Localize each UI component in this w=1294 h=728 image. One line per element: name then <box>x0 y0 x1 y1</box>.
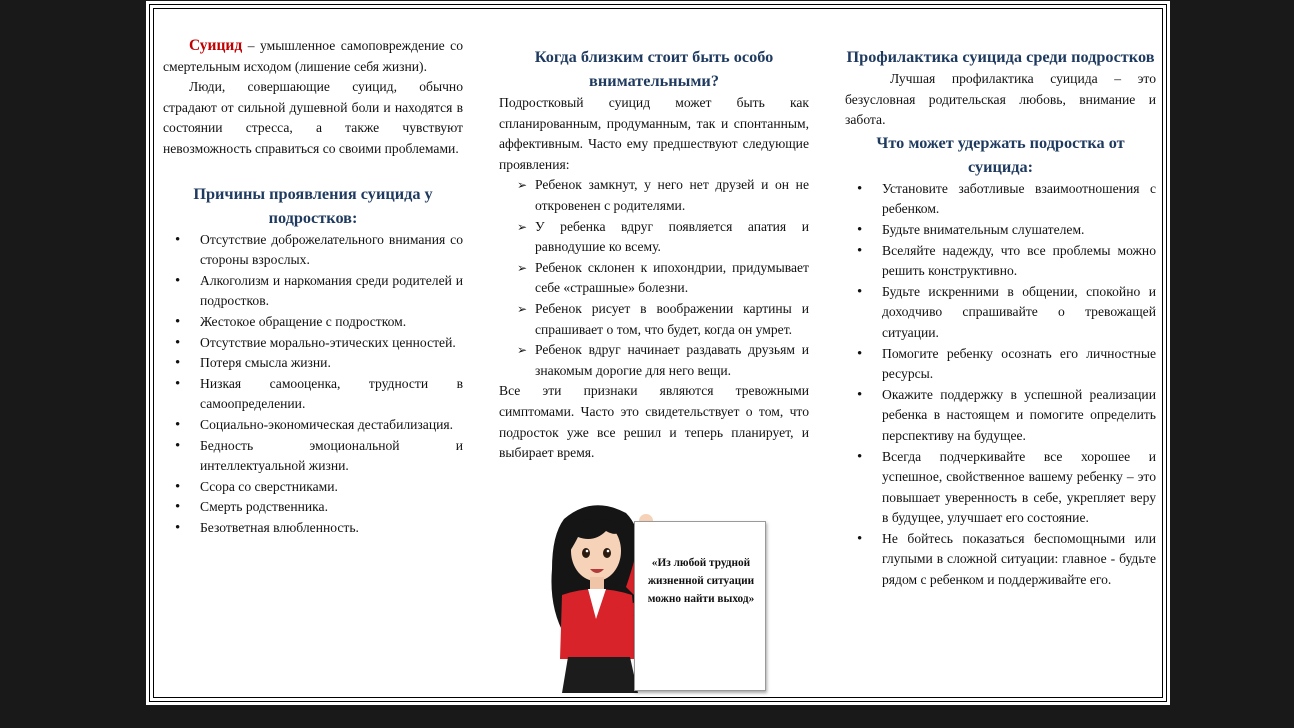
warning-intro: Подростковый суицид может быть как спланированным, продуманным, так и спонтанным, аффективным. Часто ему предшествуют следующие проявления: <box>499 95 809 172</box>
list-item: ➢ У ребенка вдруг появляется апатия и равнодушие ко всему. <box>499 217 809 258</box>
brochure-sheet <box>146 1 1170 705</box>
signs-list <box>499 175 809 381</box>
list-item: • Всегда подчеркивайте все хорошее и успешное, свойственное вашему ребенку – это повышает уверенность в себе, укрепляет веру в будущее, улучшает его состояние. <box>845 447 1156 529</box>
list-item: • Безответная влюбленность. <box>163 518 463 539</box>
list-item: • Социально-экономическая дестабилизация. <box>163 415 463 436</box>
list-item: ➢ Ребенок замкнут, у него нет друзей и он не откровенен с родителями. <box>499 175 809 216</box>
list-item: • Установите заботливые взаимоотношения с ребенком. <box>845 179 1156 220</box>
definition-paragraph <box>163 36 463 77</box>
column-prevention <box>845 45 1156 591</box>
hold-back-heading: Что может удержать подростка от суицида: <box>876 132 1125 176</box>
warning-heading: Когда близким стоит быть особо внимательными? <box>534 47 774 90</box>
warning-outro: Все эти признаки являются тревожными симптомами. Часто это свидетельствует о том, что подросток уже все решил и теперь планирует, и выбирает время. <box>499 383 809 461</box>
list-item: • Низкая самооценка, трудности в самоопределении. <box>163 374 463 415</box>
list-item: ➢ Ребенок вдруг начинает раздавать друзьям и знакомым дорогие для него вещи. <box>499 340 809 381</box>
quote-poster <box>634 521 766 691</box>
list-item: • Не бойтесь показаться беспомощными или глупыми в сложной ситуации: главное - будьте рядом с ребенком и поддерживайте его. <box>845 529 1156 591</box>
causes-heading: Причины проявления суицида у подростков: <box>193 183 433 227</box>
prevention-heading: Профилактика суицида среди подростков <box>846 47 1155 66</box>
list-item: • Будьте внимательным слушателем. <box>845 220 1156 241</box>
list-item: • Алкоголизм и наркомания среди родителей и подростков. <box>163 271 463 312</box>
column-warning-signs <box>499 45 809 464</box>
list-item: • Вселяйте надежду, что все проблемы можно решить конструктивно. <box>845 241 1156 282</box>
prevention-intro: Лучшая профилактика суицида – это безусловная родительская любовь, внимание и забота. <box>845 71 1156 128</box>
causes-list <box>163 230 463 539</box>
list-item: • Отсутствие морально-этических ценностей. <box>163 333 463 354</box>
list-item: ➢ Ребенок склонен к ипохондрии, придумывает себе «страшные» болезни. <box>499 258 809 299</box>
list-item: • Потеря смысла жизни. <box>163 353 463 374</box>
column-definition-causes <box>163 36 463 538</box>
list-item: • Смерть родственника. <box>163 497 463 518</box>
definition-term: Суицид <box>189 37 243 54</box>
list-item: • Ссора со сверстниками. <box>163 477 463 498</box>
list-item: • Окажите поддержку в успешной реализации ребенка в настоящем и помогите определить перспективу на будущее. <box>845 385 1156 447</box>
tips-list <box>845 179 1156 591</box>
stress-paragraph: Люди, совершающие суицид, обычно страдают от сильной душевной боли и находятся в состоянии стресса, а также чувствуют невозможность справиться со своими проблемами. <box>163 79 463 156</box>
list-item: • Жестокое обращение с подростком. <box>163 312 463 333</box>
definition-text: – умышленное самоповреждение со смертельным исходом (лишение себя жизни). <box>163 38 463 74</box>
list-item: • Отсутствие доброжелательного внимания со стороны взрослых. <box>163 230 463 271</box>
list-item: • Помогите ребенку осознать его личностные ресурсы. <box>845 344 1156 385</box>
list-item: • Будьте искренними в общении, спокойно и доходчиво спрашивайте о тревожащей ситуации. <box>845 282 1156 344</box>
list-item: • Бедность эмоциональной и интеллектуальной жизни. <box>163 436 463 477</box>
list-item: ➢ Ребенок рисует в воображении картины и спрашивает о том, что будет, когда он умрет. <box>499 299 809 340</box>
poster-quote: «Из любой трудной жизненной ситуации можно найти выход» <box>647 557 755 605</box>
